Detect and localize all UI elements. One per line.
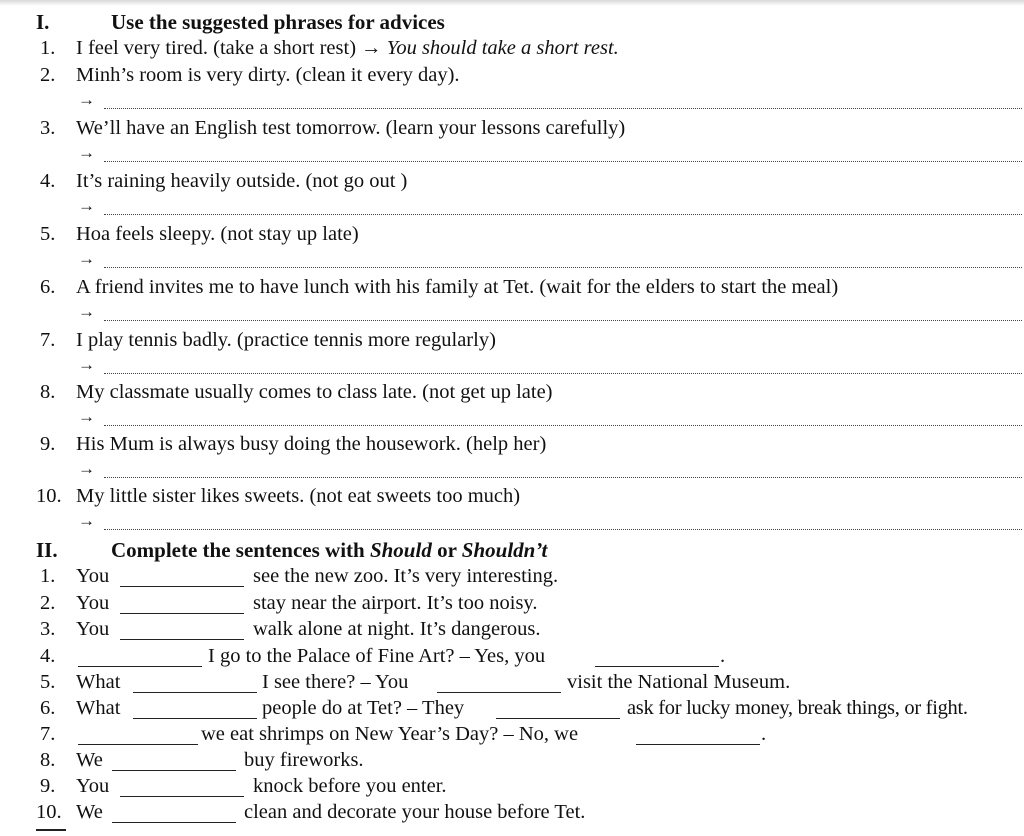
- s2-item-6-blank-1[interactable]: [133, 718, 257, 719]
- s2-item-8-rest: buy fireworks.: [244, 749, 364, 771]
- section-2-title-should: Should: [369, 538, 432, 562]
- s1-item-7-arrow: →: [78, 355, 95, 374]
- s2-item-3-rest: walk alone at night. It’s dangerous.: [253, 618, 541, 640]
- s1-item-4-number: 4.: [40, 170, 56, 192]
- s2-item-2-number: 2.: [40, 592, 56, 614]
- s2-item-2-rest: stay near the airport. It’s too noisy.: [253, 592, 538, 614]
- s2-item-6-rest: ask for lucky money, break things, or fight.: [627, 697, 968, 719]
- s2-item-5-text: I see there? – You: [262, 671, 409, 693]
- s2-item-4-text: I go to the Palace of Fine Art? – Yes, you: [208, 645, 546, 667]
- s2-item-7-text: we eat shrimps on New Year’s Day? – No, we: [201, 723, 579, 745]
- s1-item-6-prompt: A friend invites me to have lunch with his family at Tet. (wait for the elders to start the meal): [76, 276, 839, 298]
- section-2-title-prefix: Complete the sentences with: [111, 538, 365, 562]
- cropped-next-heading-fragment: [36, 829, 66, 836]
- s1-item-3-arrow: →: [78, 143, 95, 162]
- s1-item-10-arrow: →: [78, 511, 95, 530]
- s2-item-4-blank-2[interactable]: [595, 666, 719, 667]
- s2-item-2-subject: You: [76, 592, 110, 614]
- s1-item-8-number: 8.: [40, 381, 56, 403]
- s1-item-9-answer-line[interactable]: [104, 477, 1022, 478]
- s1-item-1-number: 1.: [40, 37, 56, 59]
- s1-item-6-arrow: →: [78, 302, 95, 321]
- s2-item-6-wh-word: What: [76, 697, 121, 719]
- s1-item-6-answer-line[interactable]: [104, 320, 1022, 321]
- s2-item-10-subject: We: [76, 801, 103, 823]
- section-2-title-shouldnt: Shouldn’t: [461, 538, 548, 562]
- s1-item-5-arrow: →: [78, 249, 95, 268]
- s2-item-9-blank[interactable]: [120, 796, 244, 797]
- section-1-title: Use the suggested phrases for advices: [111, 10, 445, 34]
- s2-item-4-number: 4.: [40, 645, 56, 667]
- section-1-roman: I.: [36, 10, 50, 34]
- s2-item-1-rest: see the new zoo. It’s very interesting.: [253, 565, 559, 587]
- s2-item-7-number: 7.: [40, 723, 56, 745]
- s1-item-7-answer-line[interactable]: [104, 373, 1022, 374]
- s1-item-10-number: 10.: [36, 485, 62, 507]
- s2-item-9-subject: You: [76, 775, 110, 797]
- s1-item-3-number: 3.: [40, 117, 56, 139]
- s1-item-4-answer-line[interactable]: [104, 214, 1022, 215]
- s2-item-10-number: 10.: [36, 801, 62, 823]
- s1-item-8-arrow: →: [78, 407, 95, 426]
- s2-item-6-number: 6.: [40, 697, 56, 719]
- s1-item-3-prompt: We’ll have an English test tomorrow. (learn your lessons carefully): [76, 117, 626, 139]
- s2-item-6-blank-2[interactable]: [496, 718, 620, 719]
- s2-item-4-end: .: [720, 645, 726, 667]
- s2-item-3-subject: You: [76, 618, 110, 640]
- s1-item-8-answer-line[interactable]: [104, 425, 1022, 426]
- s1-item-7-number: 7.: [40, 329, 56, 351]
- s2-item-4-blank-1[interactable]: [78, 666, 202, 667]
- top-edge-shadow: [0, 0, 1024, 6]
- s1-item-1-prompt: I feel very tired. (take a short rest) →: [76, 37, 382, 59]
- section-2-title-or: or: [437, 538, 457, 562]
- s1-item-2-answer-line[interactable]: [104, 108, 1022, 109]
- s1-item-7-prompt: I play tennis badly. (practice tennis more regularly): [76, 329, 496, 351]
- s2-item-6-text: people do at Tet? – They: [262, 697, 465, 719]
- s1-item-1-example-answer: You should take a short rest.: [386, 37, 619, 59]
- s1-item-3-answer-line[interactable]: [104, 161, 1022, 162]
- section-2-title: [111, 538, 547, 563]
- s2-item-2-blank[interactable]: [120, 613, 244, 614]
- s1-item-10-answer-line[interactable]: [104, 529, 1022, 530]
- s1-item-4-arrow: →: [78, 196, 95, 215]
- s2-item-5-number: 5.: [40, 671, 56, 693]
- s1-item-5-number: 5.: [40, 223, 56, 245]
- s2-item-7-end: .: [761, 723, 767, 745]
- s2-item-8-blank[interactable]: [112, 770, 236, 771]
- s1-item-2-prompt: Minh’s room is very dirty. (clean it every day).: [76, 64, 460, 86]
- s1-item-6-number: 6.: [40, 276, 56, 298]
- s1-item-10-prompt: My little sister likes sweets. (not eat sweets too much): [76, 485, 521, 507]
- s2-item-9-rest: knock before you enter.: [253, 775, 447, 797]
- s2-item-8-subject: We: [76, 749, 103, 771]
- s1-item-9-prompt: His Mum is always busy doing the housework. (help her): [76, 433, 547, 455]
- s1-item-8-prompt: My classmate usually comes to class late. (not get up late): [76, 381, 553, 403]
- s2-item-10-rest: clean and decorate your house before Tet.: [244, 801, 586, 823]
- s1-item-5-answer-line[interactable]: [104, 267, 1022, 268]
- s2-item-1-blank[interactable]: [120, 586, 244, 587]
- s2-item-3-number: 3.: [40, 618, 56, 640]
- s2-item-9-number: 9.: [40, 775, 56, 797]
- s2-item-1-number: 1.: [40, 565, 56, 587]
- s1-item-1-sentence: [76, 37, 619, 60]
- section-2-roman: II.: [36, 538, 58, 562]
- s1-item-5-prompt: Hoa feels sleepy. (not stay up late): [76, 223, 359, 245]
- s2-item-5-blank-2[interactable]: [437, 692, 561, 693]
- s1-item-9-number: 9.: [40, 433, 56, 455]
- s2-item-7-blank-2[interactable]: [636, 744, 760, 745]
- s2-item-5-wh-word: What: [76, 671, 121, 693]
- s2-item-8-number: 8.: [40, 749, 56, 771]
- s2-item-3-blank[interactable]: [120, 639, 244, 640]
- s1-item-9-arrow: →: [78, 459, 95, 478]
- s2-item-5-rest: visit the National Museum.: [567, 671, 791, 693]
- s1-item-2-number: 2.: [40, 64, 56, 86]
- s1-item-2-arrow: →: [78, 90, 95, 109]
- s2-item-1-subject: You: [76, 565, 110, 587]
- s1-item-4-prompt: It’s raining heavily outside. (not go out ): [76, 170, 408, 192]
- s2-item-10-blank[interactable]: [112, 822, 236, 823]
- s2-item-5-blank-1[interactable]: [133, 692, 257, 693]
- s2-item-7-blank-1[interactable]: [78, 744, 198, 745]
